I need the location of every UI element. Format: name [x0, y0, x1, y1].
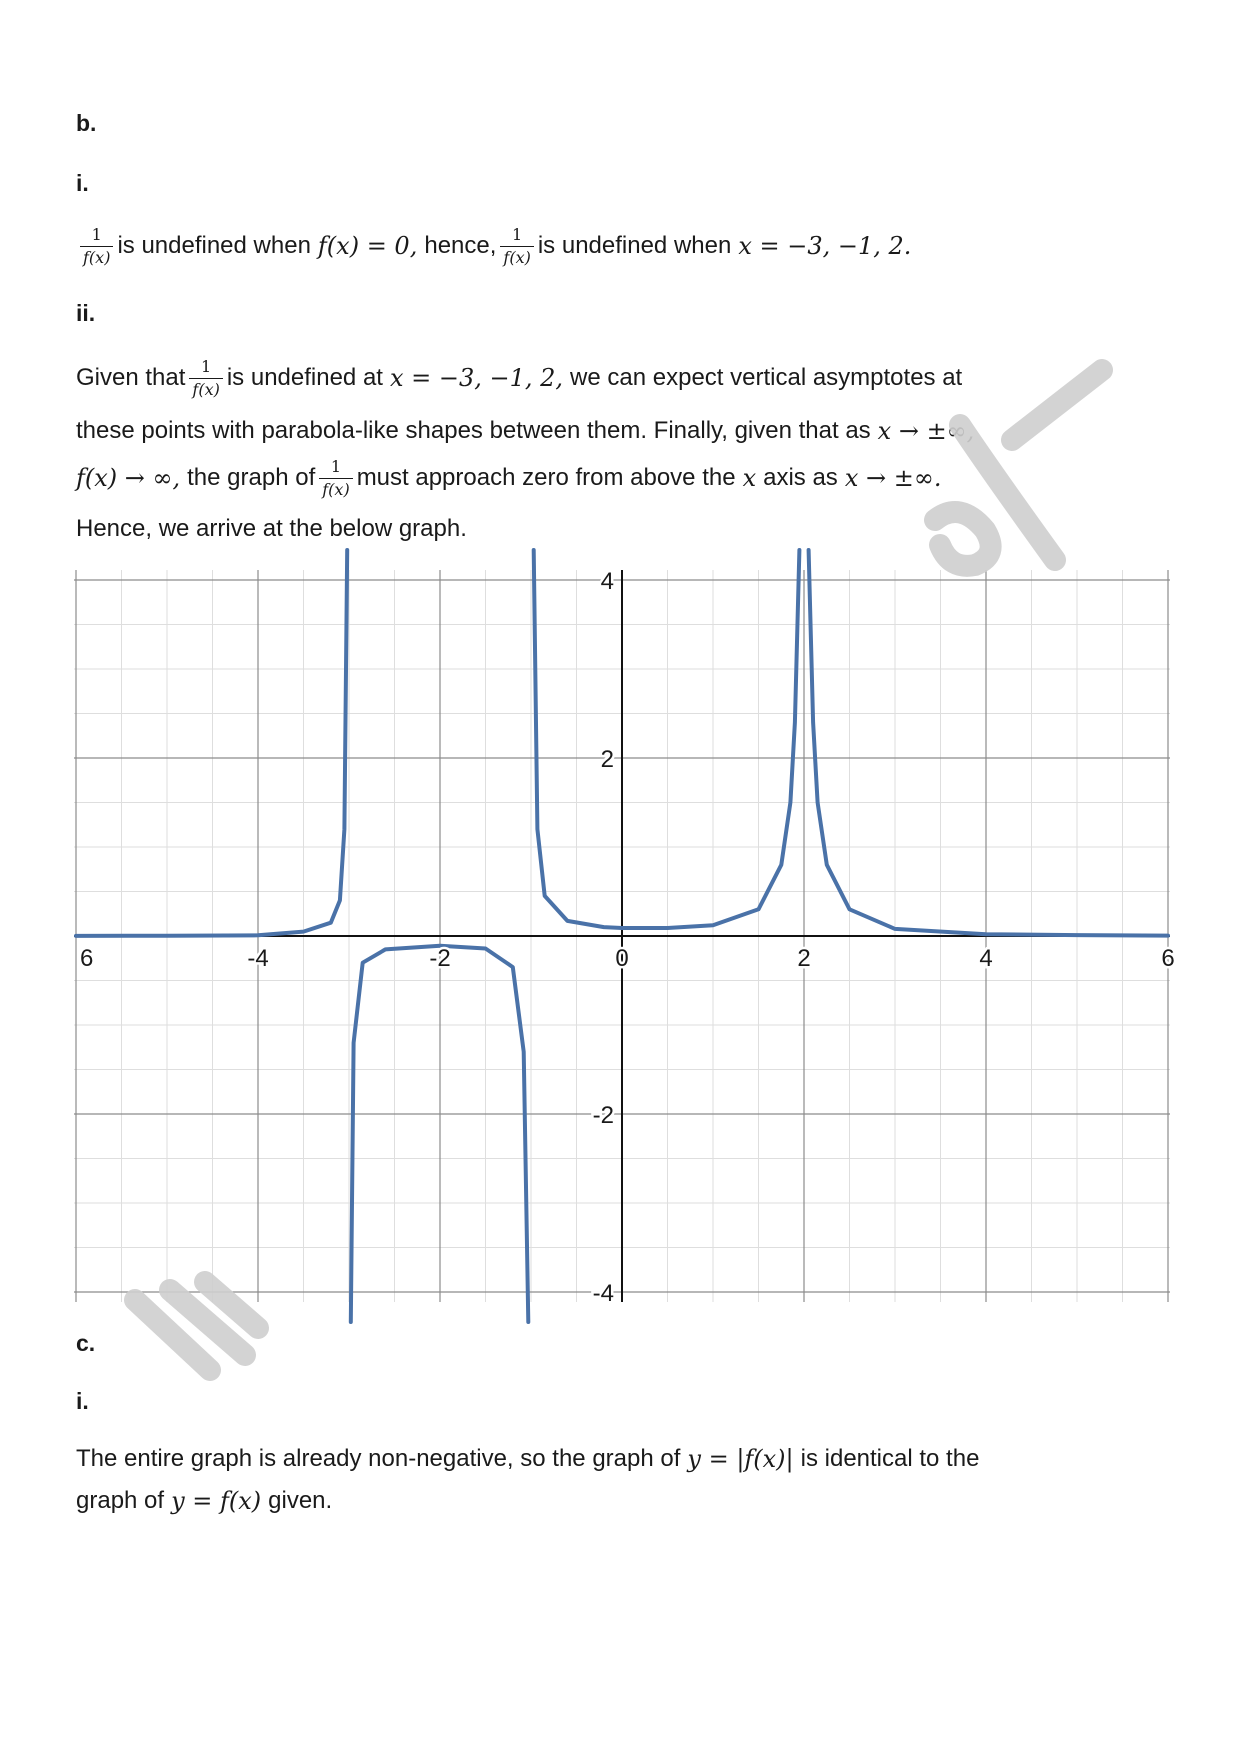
- tick-labels: [80, 568, 1175, 1307]
- y-tick-label: 2: [600, 746, 614, 773]
- section-c-label: c.: [76, 1330, 96, 1356]
- x-tick-label: -4: [247, 945, 269, 972]
- watermark-stroke: [1012, 370, 1102, 440]
- section-b-label: b.: [76, 110, 97, 136]
- x-tick-label: 2: [797, 945, 811, 972]
- watermark-stroke: [935, 512, 991, 566]
- curve-branch: [809, 550, 1168, 936]
- reciprocal-fraction: $\frac{1}{f(x)}$: [500, 226, 533, 266]
- curve-branch: [534, 550, 800, 928]
- x-tick-label: 4: [979, 945, 993, 972]
- reciprocal-function-graph: [74, 568, 1175, 1307]
- x-tick-label: 0: [615, 945, 629, 972]
- part-b-ii-label: ii.: [76, 300, 96, 326]
- part-c-i-line-1: The entire graph is already non-negative, so the graph of y = |f(x)| is identical to the: [76, 1445, 980, 1473]
- part-c-i-line-2: graph of y = f(x) given.: [76, 1487, 333, 1515]
- watermark-stroke: [960, 425, 1055, 560]
- reciprocal-fraction: $\frac{1}{f(x)}$: [319, 458, 352, 498]
- x-tick-label: 6: [1161, 945, 1175, 972]
- part-c-i-label: i.: [76, 1388, 89, 1414]
- y-tick-label: -4: [592, 1280, 614, 1307]
- y-tick-label: -2: [592, 1102, 614, 1129]
- part-b-ii-line-3: f(x) → ∞, the graph of $\frac{1}{f(x)}$ must approach zero from above the x axis as x → ±∞.: [76, 457, 942, 499]
- reciprocal-fraction: $\frac{1}{f(x)}$: [80, 226, 113, 266]
- part-b-ii-line-1: Given that $\frac{1}{f(x)}$ is undefined at x = −3, −1, 2, we can expect vertical asymptotes at: [76, 357, 963, 399]
- watermark-stroke: [135, 1300, 210, 1370]
- x-tick-label: -2: [429, 945, 451, 972]
- y-tick-label: 4: [600, 568, 614, 595]
- math-x-values: x = −3, −1, 2.: [738, 232, 912, 261]
- x-tick-label: 6: [80, 945, 94, 972]
- reciprocal-fraction: $\frac{1}{f(x)}$: [189, 358, 222, 398]
- part-b-ii-line-4: Hence, we arrive at the below graph.: [76, 515, 467, 542]
- math-f-equals-zero: f(x) = 0,: [317, 232, 418, 261]
- part-b-ii-line-2: these points with parabola-like shapes between them. Finally, given that as x → ±∞,: [76, 417, 975, 445]
- part-b-i-statement: $\frac{1}{f(x)}$ is undefined when f(x) = 0, hence, $\frac{1}{f(x)}$ is undefined when x = −3, −1, 2.: [76, 226, 911, 266]
- curve-branch: [76, 550, 347, 936]
- part-b-i-label: i.: [76, 170, 89, 196]
